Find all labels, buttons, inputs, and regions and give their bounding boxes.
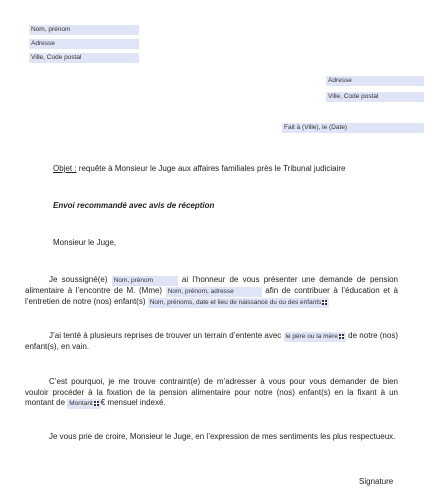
- recipient-address-field[interactable]: Adresse: [326, 76, 424, 86]
- paragraph-closing: [25, 432, 398, 443]
- p1-text-3: afin de contribuer à l’éducation et à l’entretien de notre (nos) enfant(s): [25, 286, 398, 306]
- children-details-field[interactable]: [148, 298, 330, 308]
- objet-text: requête à Monsieur le Juge aux affaires familiales près le Tribunal judiciaire: [76, 164, 346, 173]
- sender-city-field[interactable]: Ville, Code postal: [29, 53, 139, 63]
- sender-address-field[interactable]: Adresse: [29, 39, 139, 49]
- signature-label: Signature: [359, 477, 394, 486]
- sender-name-field[interactable]: Nom, prénom: [29, 25, 139, 35]
- p4-text: Je vous prie de croire, Monsieur le Juge, en l’expression de mes sentiments les plus respectueux.: [49, 432, 396, 441]
- objet-label: Objet :: [53, 164, 77, 173]
- p1-text-2: ai l’honneur de vous présenter une demande de pension alimentaire à l’encontre de M. (Mme): [25, 275, 398, 295]
- other-parent-field[interactable]: [284, 332, 346, 342]
- paragraph-request: [25, 275, 398, 308]
- defendant-name-address-field[interactable]: Nom, prénom, adresse: [166, 287, 262, 297]
- move-handle-icon[interactable]: [339, 334, 344, 339]
- salutation: Monsieur le Juge,: [53, 238, 117, 247]
- p2-text-2: de notre (nos) enfant(s), en vain.: [25, 331, 398, 351]
- envoi-line: Envoi recommandé avec avis de réception: [53, 201, 215, 210]
- amount-field[interactable]: [67, 399, 101, 409]
- objet-line: [53, 164, 413, 175]
- recipient-city-field[interactable]: Ville, Code postal: [326, 92, 424, 102]
- move-handle-icon[interactable]: [322, 300, 327, 305]
- paragraph-demand: [25, 377, 398, 409]
- p2-text-1: J’ai tenté à plusieurs reprises de trouver un terrain d’entente avec: [49, 331, 284, 340]
- other-parent-value: le père ou la mère: [285, 333, 338, 340]
- date-place-field[interactable]: Fait à (Ville), le (Date): [282, 123, 424, 133]
- move-handle-icon[interactable]: [94, 401, 99, 406]
- p1-text-1: Je soussigné(e): [49, 275, 112, 284]
- p3-text-1: C’est pourquoi, je me trouve contraint(e) de m’adresser à vous pour vous demander de bien vouloir procéder à la fixation de la pension alimentaire pour notre (nos) enfant(s) en la fixant à un montant de: [25, 377, 398, 407]
- amount-value: Montant: [69, 400, 93, 407]
- paragraph-attempts: [25, 331, 398, 353]
- p3-text-2: € mensuel indexé.: [100, 398, 166, 407]
- children-details-value: Nom, prénoms, date et lieu de naissance du ou des enfants: [149, 299, 322, 306]
- claimant-name-field[interactable]: Nom, prénom: [112, 276, 178, 286]
